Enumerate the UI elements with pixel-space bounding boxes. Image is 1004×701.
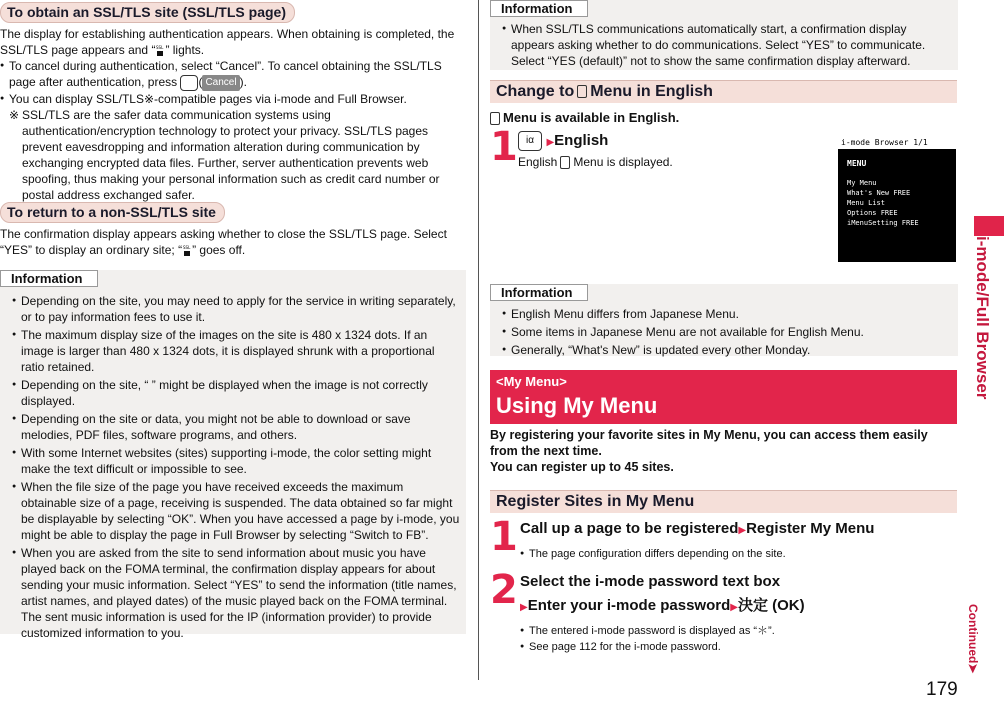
- menu-available-text: [490, 110, 679, 125]
- step1-text: English: [554, 132, 609, 150]
- ssl-bullet-cancel: ● To cancel during authentication, select “Cancel”. To cancel obtaining the SSL/TLS page after authentication, press ( Cancel ).: [0, 58, 466, 91]
- info-item: ● Depending on the site or data, you might not be able to download or save melodies, PDF files, software programs, and others.: [12, 411, 460, 443]
- continued-text: Continued: [966, 604, 980, 664]
- side-chapter-title: i-mode/Full Browser: [973, 236, 992, 400]
- info-item: ● When SSL/TLS communications automatically start, a confirmation display appears asking whether to do communications. Select “YES” to communicate. Select “YES (default)” not to show the same confirmation display afterward.: [502, 21, 952, 69]
- phone-header: i-mode Browser 1/1: [838, 136, 956, 149]
- change-menu-section-title: [490, 80, 957, 103]
- nonssl-section-title: To return to a non-SSL/TLS site: [0, 202, 225, 223]
- ssl-section-title: To obtain an SSL/TLS site (SSL/TLS page): [0, 2, 295, 23]
- step-number: 2: [490, 567, 518, 613]
- step1-sub-b: Menu is displayed.: [573, 155, 673, 169]
- phone-menu-item: iMenuSetting FREE: [847, 219, 919, 227]
- my-menu-big: Using My Menu: [496, 393, 658, 418]
- arrow-icon: ▶: [738, 525, 747, 536]
- ssl-lock-icon: [155, 45, 165, 57]
- info-box-english: [490, 284, 958, 356]
- ssl-lock-icon: [182, 245, 192, 257]
- ssl-p1a: The display for establishing authentication appears. When obtaining is completed, the: [0, 27, 455, 41]
- ssl-p1b: SSL/TLS page appears and “: [0, 43, 156, 57]
- phone-menu-item: Menu List: [847, 199, 885, 207]
- info-label: Information: [490, 0, 588, 17]
- my-menu-small: <My Menu>: [496, 374, 567, 389]
- s1-text-b: Register My Menu: [746, 520, 875, 537]
- s2-bullet: ● The entered i-mode password is displayed as “＊”.: [520, 623, 950, 639]
- register-section-title: Register Sites in My Menu: [490, 490, 957, 513]
- my-menu-header: [490, 370, 957, 424]
- step-number: 1: [490, 514, 518, 560]
- info-item: ● Depending on the site, you may need to apply for the service in writing separately, or to pay information fees to use it.: [12, 293, 460, 325]
- info-item: ● English Menu differs from Japanese Menu.: [502, 306, 952, 322]
- imode-icon: [577, 85, 587, 98]
- phone-screen-english-menu: [838, 136, 956, 262]
- ssl-b1b: page after authentication, press: [9, 75, 181, 89]
- phone-menu-item: What's New FREE: [847, 189, 911, 197]
- continued-arrow-icon: ➤: [966, 663, 980, 674]
- register-step2: [520, 573, 950, 655]
- arrow-icon: ▶: [520, 602, 528, 613]
- step1-sub-a: English: [518, 155, 558, 169]
- step1: [518, 131, 673, 169]
- info-label: Information: [490, 284, 588, 301]
- my-menu-desc1: By registering your favorite sites in My Menu, you can access them easily from the next time.: [490, 428, 928, 458]
- arrow-icon: ▶: [730, 602, 738, 613]
- phone-menu-item: My Menu: [847, 179, 877, 187]
- svg-text:SSL: SSL: [183, 244, 191, 250]
- info-box-left: [0, 270, 466, 640]
- info-item: ● When the file size of the page you have received exceeds the maximum obtainable size of a page, receiving is suspended. The data obtained so far might be displayable by selecting “OK”. When you have accessed a page by i-mode, you might be able to display the page in Full Browser by selecting “Switch to FB”.: [12, 479, 460, 543]
- nonssl-paragraph: [0, 226, 466, 258]
- phone-menu-item: Options FREE: [847, 209, 898, 217]
- ssl-note: ※ SSL/TLS are the safer data communication systems using authentication/encryption technology to protect your privacy. SSL/TLS pages prevent eavesdropping and information alteration during communication by exchanging encrypted data files. Further, server authentication prevents web spoofing, thus making your personal information such as credit card number or postal address exchanged safer.: [0, 107, 466, 203]
- step1-sub: [518, 155, 673, 169]
- side-tab-marker: [974, 216, 1004, 236]
- s2-text-c: 決定 (OK): [737, 597, 805, 614]
- nonssl-p1: The confirmation display appears asking whether to close the SSL/TLS page. Select: [0, 227, 447, 241]
- ssl-bullet-compatible: ● You can display SSL/TLS※-compatible pages via i-mode and Full Browser.: [0, 91, 466, 107]
- info-item: ● With some Internet websites (sites) supporting i-mode, the color setting might make the text difficult or impossible to see.: [12, 445, 460, 477]
- info-item: ● When you are asked from the site to send information about music you have played back on the FOMA terminal, the confirmation display appears for about sending your music information. Select “YES” to send the information (title names, artist names, and played dates) of the music played back on the FOMA terminal. The sent music information is used for the IP (information provider) to provide customized information to you.: [12, 545, 460, 641]
- s1-text-a: Call up a page to be registered: [520, 520, 739, 537]
- ssl-b1a: To cancel during authentication, select “Cancel”. To cancel obtaining the SSL/TLS: [9, 59, 442, 73]
- svg-text:SSL: SSL: [156, 44, 164, 50]
- step-number: 1: [490, 124, 518, 170]
- info-label: Information: [0, 270, 98, 287]
- s2-bullet: ● See page 112 for the i-mode password.: [520, 639, 950, 655]
- phone-logo: MENU: [847, 159, 867, 168]
- info-box-top: [490, 0, 958, 70]
- page-number: 179: [926, 679, 958, 700]
- s2-text-a: Select the i-mode password text box: [520, 573, 781, 590]
- avail-text: Menu is available in English.: [503, 110, 680, 125]
- ssl-p1c: ” lights.: [165, 43, 205, 57]
- s2-text-b: Enter your i-mode password: [527, 597, 731, 614]
- s1-bullet: ● The page configuration differs depending on the site.: [520, 546, 950, 562]
- my-menu-description: [490, 427, 956, 475]
- imode-key-icon: iα: [518, 131, 542, 151]
- continued-label: [956, 604, 980, 694]
- mail-key-icon: [180, 75, 198, 91]
- nonssl-p2a: “YES” to display an ordinary site; “: [0, 243, 183, 257]
- arrow-icon: ▶: [546, 137, 555, 149]
- change-title-a: Change to: [496, 83, 575, 100]
- column-divider: [478, 0, 479, 680]
- info-item: ● Depending on the site, “ ” might be displayed when the image is not correctly displayed.: [12, 377, 460, 409]
- change-title-b: Menu in English: [590, 83, 713, 100]
- info-item: ● Some items in Japanese Menu are not available for English Menu.: [502, 324, 952, 340]
- info-item: ● The maximum display size of the images on the site is 480 x 1324 dots. If an image is larger than 480 x 1324 dots, it is displayed shrunk with a proportional ratio retained.: [12, 327, 460, 375]
- info-item: ● Generally, “What's New” is updated every other Monday.: [502, 342, 952, 358]
- my-menu-desc2: You can register up to 45 sites.: [490, 460, 674, 474]
- imode-icon: [560, 156, 570, 169]
- nonssl-p2b: ” goes off.: [192, 243, 246, 257]
- ssl-paragraph: [0, 26, 466, 58]
- register-step1: [520, 520, 950, 562]
- cancel-softkey-icon: Cancel: [202, 75, 239, 91]
